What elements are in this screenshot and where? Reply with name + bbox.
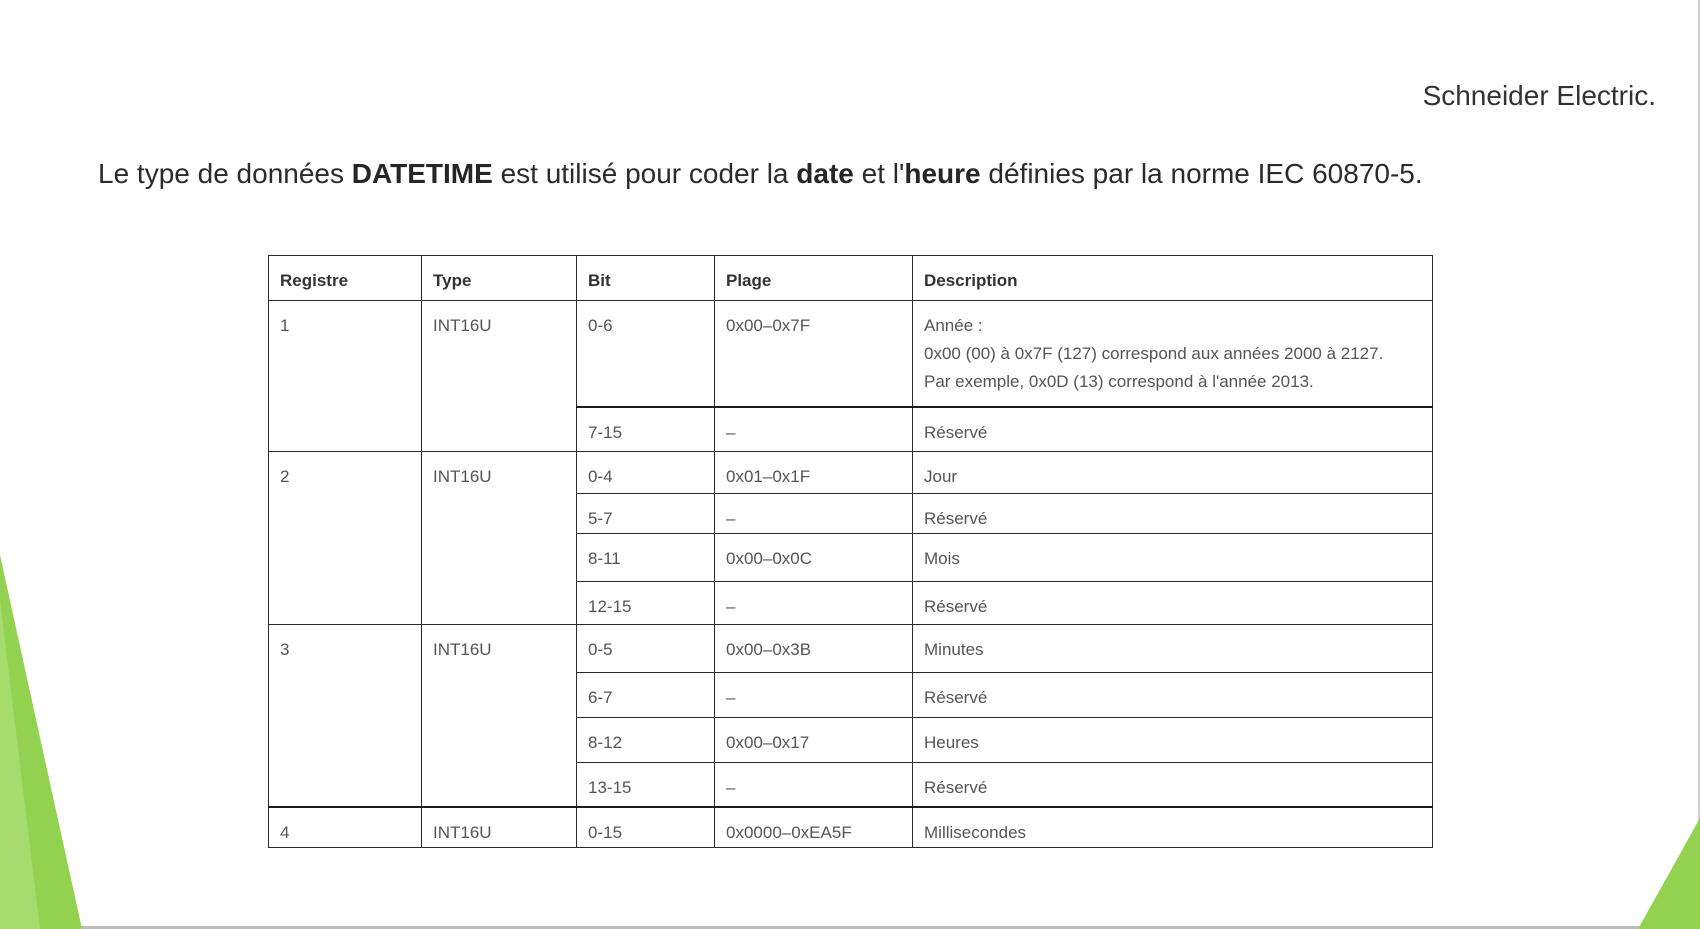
description-line: Par exemple, 0x0D (13) correspond à l'année 2013. [924,372,1314,391]
intro-text-2: est utilisé pour coder la [492,158,797,189]
table-row [269,625,1433,673]
cell-bit: 6-7 [577,673,715,718]
header-plage: Plage [715,256,913,301]
cell-type: INT16U [422,807,577,848]
cell-plage: 0x01–0x1F [715,452,913,494]
intro-bold-heure: heure [904,158,981,189]
cell-plage: 0x00–0x0C [715,534,913,582]
cell-description: Jour [913,452,1433,494]
cell-registre: 3 [269,625,422,807]
cell-description: Réservé [913,494,1433,534]
cell-registre: 1 [269,301,422,452]
cell-description: Réservé [913,673,1433,718]
cell-bit: 0-6 [577,301,715,407]
intro-sentence [98,158,1423,190]
table-row [269,301,1433,407]
cell-plage: – [715,407,913,452]
cell-description: Heures [913,718,1433,763]
cell-bit: 7-15 [577,407,715,452]
table-header-row [269,256,1433,301]
cell-description: Millisecondes [913,807,1433,848]
cell-description: Mois [913,534,1433,582]
cell-plage: 0x00–0x7F [715,301,913,407]
cell-type: INT16U [422,625,577,807]
cell-bit: 0-4 [577,452,715,494]
cell-bit: 8-11 [577,534,715,582]
cell-bit: 13-15 [577,763,715,807]
description-line: 0x00 (00) à 0x7F (127) correspond aux années 2000 à 2127. [924,344,1384,363]
cell-plage: – [715,673,913,718]
description-line: Année : [924,316,983,335]
datetime-table-container [268,255,1433,848]
cell-plage: 0x00–0x17 [715,718,913,763]
cell-description: Réservé [913,582,1433,625]
table-row [269,807,1433,848]
intro-bold-datetime: DATETIME [351,158,493,189]
intro-bold-date: date [796,158,854,189]
table-row [269,452,1433,494]
right-green-shard [1638,818,1700,929]
cell-description [913,301,1433,407]
cell-type: INT16U [422,452,577,625]
cell-bit: 5-7 [577,494,715,534]
header-description: Description [913,256,1433,301]
header-bit: Bit [577,256,715,301]
cell-registre: 2 [269,452,422,625]
cell-description: Minutes [913,625,1433,673]
cell-plage: 0x0000–0xEA5F [715,807,913,848]
cell-plage: – [715,494,913,534]
cell-registre: 4 [269,807,422,848]
cell-bit: 0-5 [577,625,715,673]
intro-text-1: Le type de données [98,158,352,189]
cell-plage: 0x00–0x3B [715,625,913,673]
intro-text-3: et l' [853,158,905,189]
cell-bit: 0-15 [577,807,715,848]
datetime-register-table [268,255,1433,848]
cell-type: INT16U [422,301,577,452]
cell-plage: – [715,582,913,625]
cell-description: Réservé [913,407,1433,452]
cell-bit: 12-15 [577,582,715,625]
cell-bit: 8-12 [577,718,715,763]
company-name: Schneider Electric. [1422,80,1656,111]
header-registre: Registre [269,256,422,301]
cell-plage: – [715,763,913,807]
cell-description: Réservé [913,763,1433,807]
header-type: Type [422,256,577,301]
intro-text-4: définies par la norme IEC 60870-5. [980,158,1423,189]
